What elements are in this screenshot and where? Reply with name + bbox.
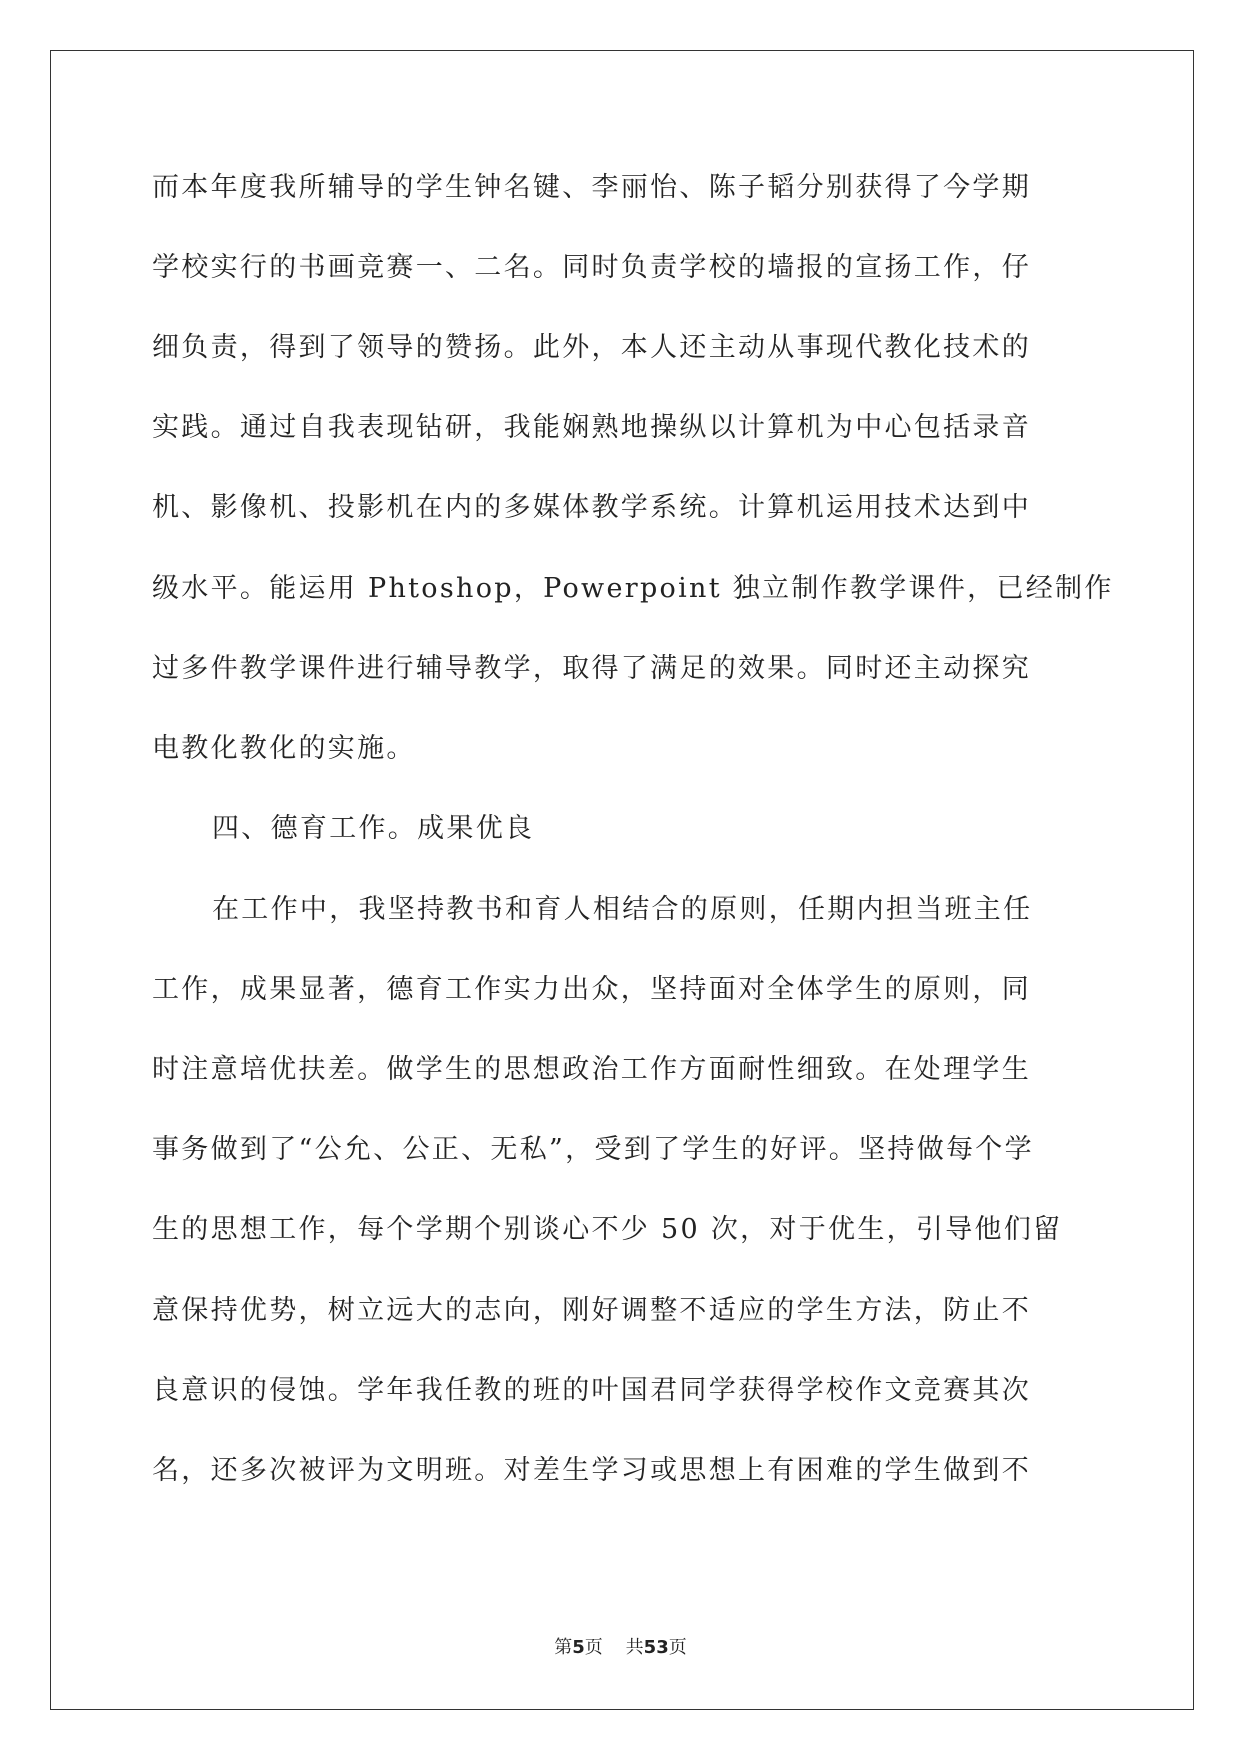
text-line: 过多件教学课件进行辅导教学，取得了满足的效果。同时还主动探究 — [152, 653, 1031, 684]
total-prefix: 共 — [625, 1637, 644, 1658]
text-line: 在工作中，我坚持教书和育人相结合的原则，任期内担当班主任 — [212, 894, 1033, 925]
text-line: 实践。通过自我表现钻研，我能娴熟地操纵以计算机为中心包括录音 — [152, 412, 1031, 443]
section-heading: 四、德育工作。成果优良 — [212, 813, 535, 844]
text-line: 电教化教化的实施。 — [152, 733, 416, 764]
total-pages: 53 — [643, 1637, 669, 1658]
text-line: 工作，成果显著，德育工作实力出众，坚持面对全体学生的原则，同 — [152, 974, 1031, 1005]
text-line: 级水平。能运用 Phtoshop，Powerpoint 独立制作教学课件，已经制作 — [152, 573, 1114, 604]
page-footer — [0, 1637, 1241, 1659]
page-suffix: 页 — [584, 1637, 603, 1658]
total-suffix: 页 — [668, 1637, 687, 1658]
text-line: 机、影像机、投影机在内的多媒体教学系统。计算机运用技术达到中 — [152, 492, 1031, 523]
page-prefix: 第 — [554, 1637, 573, 1658]
text-line: 细负责，得到了领导的赞扬。此外，本人还主动从事现代教化技术的 — [152, 332, 1031, 363]
text-line: 事务做到了“公允、公正、无私”，受到了学生的好评。坚持做每个学 — [152, 1134, 1034, 1165]
text-line: 时注意培优扶差。做学生的思想政治工作方面耐性细致。在处理学生 — [152, 1054, 1031, 1085]
page-number: 5 — [572, 1637, 585, 1658]
text-line: 良意识的侵蚀。学年我任教的班的叶国君同学获得学校作文竞赛其次 — [152, 1375, 1031, 1406]
text-line: 意保持优势，树立远大的志向，刚好调整不适应的学生方法，防止不 — [152, 1295, 1031, 1326]
text-line: 名，还多次被评为文明班。对差生学习或思想上有困难的学生做到不 — [152, 1455, 1031, 1486]
text-line: 而本年度我所辅导的学生钟名键、李丽怡、陈子韬分别获得了今学期 — [152, 172, 1031, 203]
text-line: 学校实行的书画竞赛一、二名。同时负责学校的墙报的宣扬工作，仔 — [152, 252, 1031, 283]
text-line: 生的思想工作，每个学期个别谈心不少 50 次，对于优生，引导他们留 — [152, 1214, 1063, 1245]
